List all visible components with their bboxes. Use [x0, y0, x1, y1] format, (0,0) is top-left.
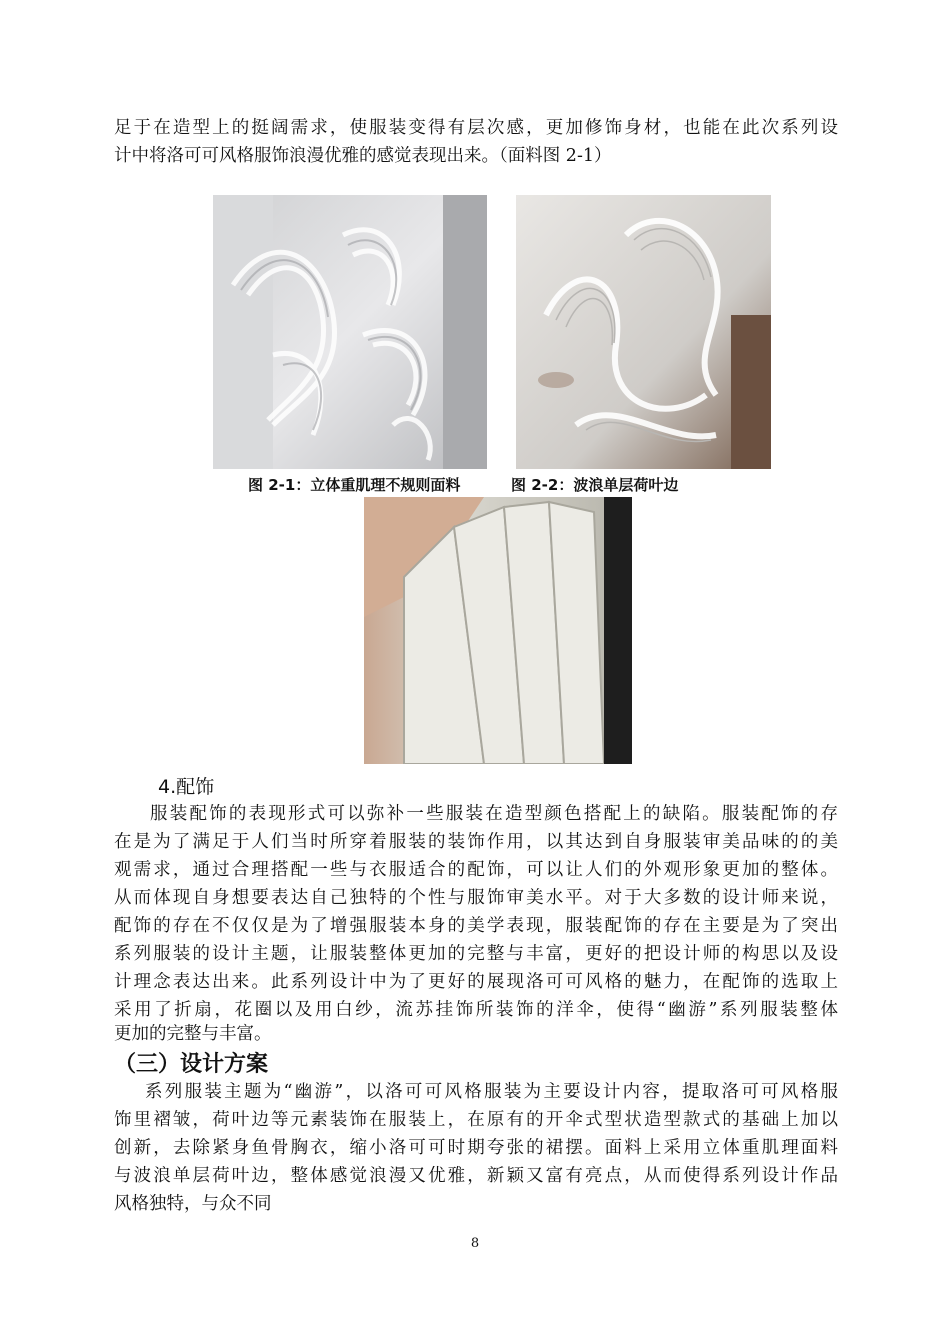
figure-2-1-caption: 图 2-1：立体重肌理不规则面料 — [248, 476, 461, 494]
page-number: 8 — [470, 1236, 480, 1251]
fabric-texture-photo — [213, 195, 487, 469]
design-plan-line-3: 创新，去除紧身鱼骨胸衣，缩小洛可可时期夸张的裙摆。面料上采用立体重肌理面料 — [114, 1138, 838, 1158]
accessories-line-4: 从而体现自身想要表达自己独特的个性与服饰审美水平。对于大多数的设计师来说， — [114, 888, 838, 908]
pleated-fabric-photo — [364, 497, 632, 764]
accessories-line-1: 服装配饰的表现形式可以弥补一些服装在造型颜色搭配上的缺陷。服装配饰的存 — [150, 804, 838, 824]
design-plan-line-5: 风格独特，与众不同 — [114, 1194, 272, 1214]
design-plan-heading: （三）设计方案 — [114, 1052, 269, 1077]
accessories-heading: 4.配饰 — [158, 776, 215, 798]
accessories-line-7: 计理念表达出来。此系列设计中为了更好的展现洛可可风格的魅力，在配饰的选取上 — [114, 972, 838, 992]
intro-line-1: 足于在造型上的挺阔需求，使服装变得有层次感，更加修饰身材，也能在此次系列设 — [114, 118, 838, 138]
design-plan-line-2: 饰里褶皱，荷叶边等元素装饰在服装上，在原有的开伞式型状造型款式的基础上加以 — [114, 1110, 838, 1130]
intro-line-2: 计中将洛可可风格服饰浪漫优雅的感觉表现出来。（面料图 2-1） — [114, 146, 612, 166]
accessories-line-2: 在是为了满足于人们当时所穿着服装的装饰作用，以其达到自身服装审美品味的的美 — [114, 832, 838, 852]
accessories-line-8: 采用了折扇，花圈以及用白纱，流苏挂饰所装饰的洋伞，使得“幽游”系列服装整体 — [114, 1000, 838, 1020]
accessories-line-5: 配饰的存在不仅仅是为了增强服装本身的美学表现，服装配饰的存在主要是为了突出 — [114, 916, 838, 936]
ruffle-edge-photo — [516, 195, 771, 469]
design-plan-line-4: 与波浪单层荷叶边，整体感觉浪漫又优雅，新颖又富有亮点，从而使得系列设计作品 — [114, 1166, 838, 1186]
accessories-line-6: 系列服装的设计主题，让服装整体更加的完整与丰富，更好的把设计师的构思以及设 — [114, 944, 838, 964]
accessories-line-3: 观需求，通过合理搭配一些与衣服适合的配饰，可以让人们的外观形象更加的整体。 — [114, 860, 838, 880]
figure-2-2-caption: 图 2-2：波浪单层荷叶边 — [511, 476, 679, 494]
design-plan-line-1: 系列服装主题为“幽游”，以洛可可风格服装为主要设计内容，提取洛可可风格服 — [145, 1082, 838, 1102]
accessories-line-9: 更加的完整与丰富。 — [114, 1024, 272, 1044]
